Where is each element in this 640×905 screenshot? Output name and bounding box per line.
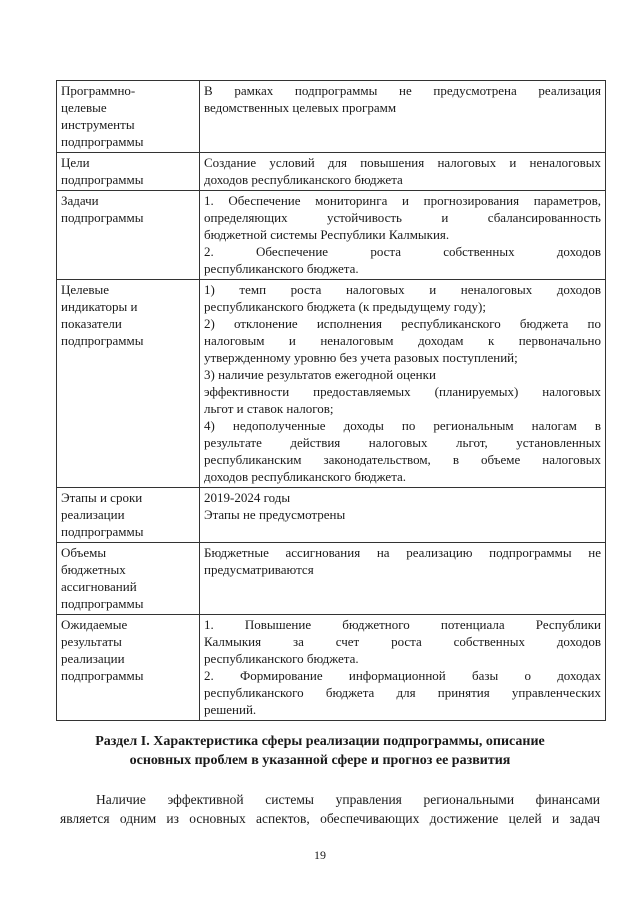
body-paragraph-line-2: является одним из основных аспектов, обеспечивающих достижение целей и задач (60, 811, 600, 826)
row-value-line: доходов республиканского бюджета (204, 172, 403, 187)
row-value-line: 2. Обеспечение роста собственных доходов (204, 244, 601, 259)
row-label-line: индикаторы и (61, 299, 138, 314)
table-row (57, 191, 606, 280)
table-row (57, 153, 606, 191)
row-label-line: Задачи (61, 193, 99, 208)
subprogram-passport-table (56, 80, 606, 721)
row-label-line: подпрограммы (61, 596, 144, 611)
row-value-line: 1. Обеспечение мониторинга и прогнозирования параметров, (204, 193, 601, 208)
table-row (57, 543, 606, 615)
row-value-line: Бюджетные ассигнования на реализацию подпрограммы не (204, 545, 601, 560)
row-value-cell (200, 191, 606, 280)
row-label-line: инструменты (61, 117, 135, 132)
row-label-line: бюджетных (61, 562, 126, 577)
row-value-line: Калмыкия за счет роста собственных доходов (204, 634, 601, 649)
row-value-line: предусматриваются (204, 562, 314, 577)
section-heading-line-2: основных проблем в указанной сфере и прогноз ее развития (129, 753, 511, 768)
table-row (57, 280, 606, 488)
row-label-line: подпрограммы (61, 172, 144, 187)
row-label-line: подпрограммы (61, 210, 144, 225)
row-value-line: налоговым и неналоговым доходам к первоначально (204, 333, 601, 348)
row-value-line: 4) недополученные доходы по региональным налогам в (204, 418, 601, 433)
row-value-line: республиканского бюджета (к предыдущему году); (204, 299, 486, 314)
row-value-cell (200, 280, 606, 488)
row-label-line: реализации (61, 651, 125, 666)
row-label-line: результаты (61, 634, 122, 649)
row-label-line: реализации (61, 507, 125, 522)
row-value-line: ведомственных целевых программ (204, 100, 397, 115)
row-value-line: утвержденному уровню без учета разовых поступлений; (204, 350, 518, 365)
passport-table-body (57, 81, 606, 721)
row-value-line: 3) наличие результатов ежегодной оценки (204, 367, 436, 382)
row-value-cell (200, 543, 606, 615)
row-label-line: ассигнований (61, 579, 137, 594)
section-heading-line-1: Раздел I. Характеристика сферы реализации подпрограммы, описание (95, 734, 545, 749)
row-value-cell (200, 153, 606, 191)
row-label-cell (57, 153, 200, 191)
row-label-line: подпрограммы (61, 668, 144, 683)
table-row (57, 615, 606, 721)
body-paragraph (60, 790, 600, 828)
row-value-line: 2019-2024 годы (204, 490, 291, 505)
row-value-line: республиканским законодательством, в объеме налоговых (204, 452, 601, 467)
row-value-cell (200, 615, 606, 721)
row-label-line: подпрограммы (61, 134, 144, 149)
row-label-line: показатели (61, 316, 122, 331)
row-value-line: эффективности предоставляемых (планируемых) налоговых (204, 384, 601, 399)
row-label-line: целевые (61, 100, 107, 115)
row-value-line: 2) отклонение исполнения республиканского бюджета по (204, 316, 601, 331)
row-value-line: результате действия налоговых льгот, установленных (204, 435, 601, 450)
row-value-line: 1. Повышение бюджетного потенциала Республики (204, 617, 601, 632)
row-label-cell (57, 191, 200, 280)
row-value-line: республиканского бюджета. (204, 651, 359, 666)
body-paragraph-line-1: Наличие эффективной системы управления региональными финансами (96, 792, 600, 807)
row-label-cell (57, 543, 200, 615)
row-value-cell (200, 488, 606, 543)
row-label-cell (57, 81, 200, 153)
row-label-line: подпрограммы (61, 524, 144, 539)
row-label-line: Этапы и сроки (61, 490, 143, 505)
row-value-line: доходов республиканского бюджета. (204, 469, 407, 484)
row-label-line: Цели (61, 155, 90, 170)
row-value-line: определяющих устойчивость и сбалансированность (204, 210, 601, 225)
row-value-line: Этапы не предусмотрены (204, 507, 346, 522)
row-label-line: Ожидаемые (61, 617, 128, 632)
row-label-line: Программно- (61, 83, 136, 98)
row-label-cell (57, 488, 200, 543)
section-heading (60, 732, 580, 770)
row-value-line: 2. Формирование информационной базы о доходах (204, 668, 601, 683)
table-row (57, 488, 606, 543)
row-value-line: Создание условий для повышения налоговых и неналоговых (204, 155, 601, 170)
row-label-line: подпрограммы (61, 333, 144, 348)
page-number: 19 (314, 848, 326, 862)
row-label-cell (57, 280, 200, 488)
row-value-cell (200, 81, 606, 153)
row-value-line: республиканского бюджета. (204, 261, 359, 276)
row-value-line: 1) темп роста налоговых и неналоговых доходов (204, 282, 601, 297)
row-value-line: льгот и ставок налогов; (204, 401, 334, 416)
row-value-line: бюджетной системы Республики Калмыкия. (204, 227, 450, 242)
row-label-cell (57, 615, 200, 721)
row-value-line: республиканского бюджета для принятия управленческих (204, 685, 601, 700)
row-value-line: В рамках подпрограммы не предусмотрена реализация (204, 83, 601, 98)
row-label-line: Целевые (61, 282, 110, 297)
table-row (57, 81, 606, 153)
row-value-line: решений. (204, 702, 257, 717)
row-label-line: Объемы (61, 545, 107, 560)
